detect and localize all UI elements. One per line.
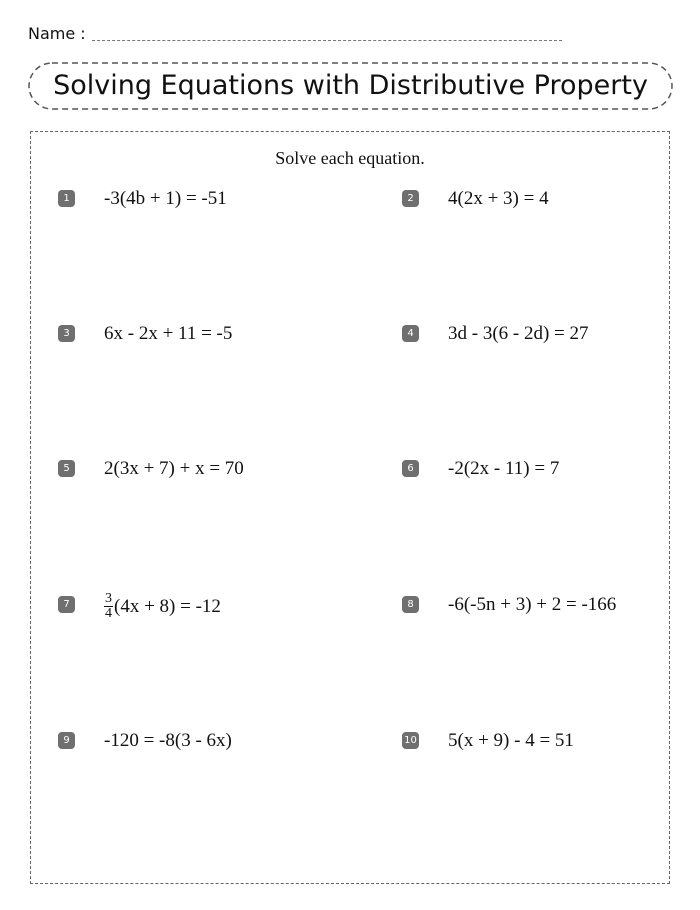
problem-number-badge: 1 <box>58 190 75 207</box>
name-label: Name : <box>28 24 86 43</box>
fraction-denominator: 4 <box>105 606 112 621</box>
fraction-numerator: 3 <box>105 591 112 606</box>
equation: 3d - 3(6 - 2d) = 27 <box>448 323 589 344</box>
worksheet-box <box>30 131 670 884</box>
problem-number-badge: 6 <box>402 460 419 477</box>
fraction <box>104 592 113 621</box>
equation: -120 = -8(3 - 6x) <box>104 730 232 751</box>
equation: 4(2x + 3) = 4 <box>448 188 549 209</box>
equation: 6x - 2x + 11 = -5 <box>104 323 233 344</box>
problem-2 <box>402 187 682 211</box>
problem-8 <box>402 593 682 617</box>
title-banner <box>28 62 673 110</box>
equation: 5(x + 9) - 4 = 51 <box>448 730 574 751</box>
name-input-line[interactable] <box>92 40 562 41</box>
instructions: Solve each equation. <box>275 148 425 168</box>
equation: (4x + 8) = -12 <box>114 595 221 617</box>
problem-5 <box>58 457 358 481</box>
name-row <box>28 22 86 44</box>
problem-number-badge: 2 <box>402 190 419 207</box>
problem-4 <box>402 322 682 346</box>
equation: -6(-5n + 3) + 2 = -166 <box>448 594 617 615</box>
problem-number-badge: 10 <box>402 732 419 749</box>
page-title: Solving Equations with Distributive Property <box>53 70 648 101</box>
problem-6 <box>402 457 682 481</box>
problem-number-badge: 3 <box>58 325 75 342</box>
equation: -2(2x - 11) = 7 <box>448 458 560 479</box>
equation-with-fraction <box>104 593 221 622</box>
problem-9 <box>58 729 358 753</box>
problem-number-badge: 5 <box>58 460 75 477</box>
problem-number-badge: 7 <box>58 596 75 613</box>
problem-1 <box>58 187 358 211</box>
problem-10 <box>402 729 682 753</box>
problem-number-badge: 9 <box>58 732 75 749</box>
problem-number-badge: 8 <box>402 596 419 613</box>
problem-7 <box>58 591 358 621</box>
equation: -3(4b + 1) = -51 <box>104 188 227 209</box>
problem-3 <box>58 322 358 346</box>
problem-number-badge: 4 <box>402 325 419 342</box>
equation: 2(3x + 7) + x = 70 <box>104 458 244 479</box>
